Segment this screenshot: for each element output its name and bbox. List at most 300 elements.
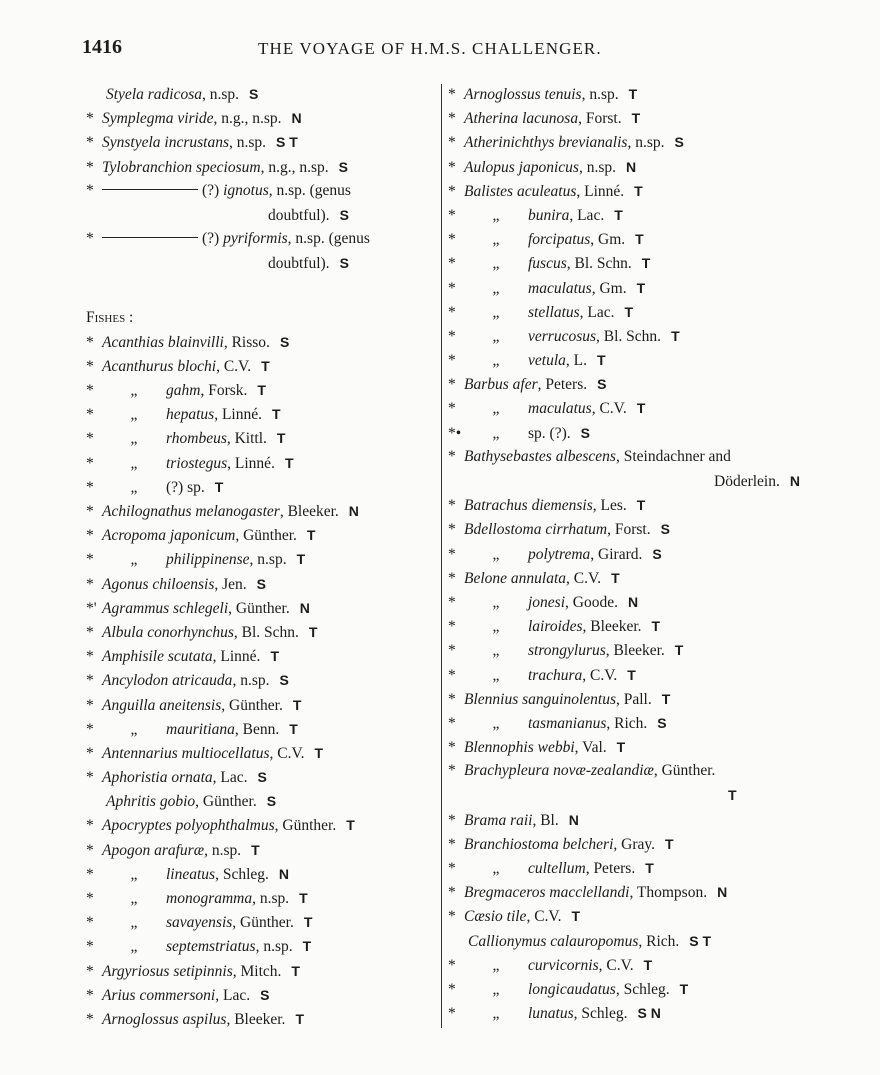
new-record-marker: * bbox=[86, 672, 94, 690]
species-authority: , L. bbox=[565, 352, 587, 370]
species-authority: doubtful). bbox=[268, 255, 330, 273]
locality-code: T bbox=[643, 956, 653, 973]
locality-code: S bbox=[260, 986, 270, 1003]
species-name: Bathysebastes albescens bbox=[464, 447, 616, 465]
species-name: maculatus bbox=[528, 279, 592, 297]
locality-code: S bbox=[279, 333, 290, 350]
species-authority: , Bleeker. bbox=[605, 642, 665, 660]
list-item bbox=[86, 934, 436, 958]
species-authority: Döderlein. bbox=[714, 473, 780, 490]
locality-code: T bbox=[303, 914, 313, 931]
new-record-marker: * bbox=[448, 835, 456, 853]
locality-code: S bbox=[660, 521, 670, 538]
species-name: Brama raii bbox=[464, 811, 533, 829]
species-name: Blennophis webbi bbox=[464, 739, 575, 757]
new-record-marker: * bbox=[86, 962, 94, 980]
species-authority: , Günther. bbox=[232, 914, 294, 932]
ditto-mark: „ bbox=[492, 956, 500, 974]
list-item bbox=[448, 493, 818, 517]
list-item bbox=[86, 644, 436, 668]
species-name: Balistes aculeatus bbox=[464, 182, 577, 200]
locality-code: T bbox=[728, 787, 737, 804]
list-item bbox=[448, 227, 818, 251]
species-name: Arnoglossus tenuis bbox=[464, 86, 582, 103]
species-name: jonesi bbox=[528, 593, 566, 611]
new-record-marker: * bbox=[86, 382, 94, 400]
list-item bbox=[448, 566, 818, 590]
new-record-marker: * bbox=[448, 352, 456, 370]
locality-code: T bbox=[611, 569, 620, 586]
species-name: maculatus bbox=[528, 400, 592, 418]
locality-code: S N bbox=[637, 1005, 661, 1022]
locality-code: T bbox=[665, 835, 674, 852]
species-name: Belone annulata bbox=[464, 569, 567, 587]
species-authority: , Val. bbox=[574, 739, 607, 757]
species-authority: , Linné. bbox=[214, 406, 262, 424]
ditto-mark: „ bbox=[130, 720, 138, 738]
new-record-marker: * bbox=[86, 696, 94, 714]
new-record-marker: * bbox=[448, 497, 456, 515]
locality-code: T bbox=[631, 110, 641, 127]
locality-code: T bbox=[627, 666, 636, 683]
locality-code: T bbox=[295, 1010, 304, 1027]
list-item bbox=[86, 306, 436, 330]
species-authority: , Günther. bbox=[235, 527, 297, 545]
ditto-mark: „ bbox=[492, 714, 500, 732]
species-authority: , C.V. bbox=[598, 956, 634, 974]
species-authority: , Pall. bbox=[615, 690, 652, 708]
list-item bbox=[86, 717, 436, 741]
species-authority: , Schleg. bbox=[573, 1005, 628, 1023]
new-record-marker: * bbox=[86, 841, 94, 859]
species-name: Cæsio tile bbox=[464, 908, 527, 926]
new-record-marker: * bbox=[448, 327, 456, 345]
column-divider bbox=[441, 84, 442, 1028]
right-column bbox=[448, 82, 818, 1025]
new-record-marker: * bbox=[86, 527, 94, 545]
locality-code: S bbox=[256, 575, 267, 592]
list-item bbox=[448, 759, 818, 783]
list-item bbox=[448, 904, 818, 928]
species-authority: , Linné. bbox=[227, 454, 275, 472]
species-name: Acanthurus blochi bbox=[102, 357, 217, 375]
species-authority: , Girard. bbox=[590, 545, 643, 563]
locality-code: T bbox=[635, 231, 644, 248]
species-name: stellatus bbox=[528, 303, 580, 321]
locality-code: T bbox=[596, 352, 606, 369]
list-item bbox=[86, 523, 436, 547]
species-authority: , Lac. bbox=[579, 303, 615, 321]
list-item bbox=[448, 130, 818, 154]
species-name: bunira bbox=[528, 206, 570, 224]
ditto-mark: „ bbox=[492, 666, 500, 684]
new-record-marker: * bbox=[448, 279, 456, 297]
species-name: strongylurus bbox=[528, 642, 606, 660]
species-name: Acanthias blainvilli bbox=[102, 333, 224, 351]
list-item bbox=[86, 426, 436, 450]
list-item bbox=[86, 983, 436, 1007]
species-name: longicaudatus bbox=[528, 980, 616, 998]
species-authority: , Günther. bbox=[221, 696, 283, 714]
list-item bbox=[86, 572, 436, 596]
new-record-marker: * bbox=[448, 762, 456, 780]
species-authority: , C.V. bbox=[591, 400, 627, 418]
species-name: philippinense bbox=[166, 551, 250, 569]
locality-code: T bbox=[628, 86, 638, 102]
new-record-marker: * bbox=[448, 182, 456, 200]
species-authority: , n.sp. bbox=[232, 672, 270, 690]
species-authority: , Bleeker. bbox=[226, 1010, 286, 1028]
list-item bbox=[86, 813, 436, 837]
locality-code: T bbox=[636, 400, 646, 417]
ditto-mark: „ bbox=[492, 255, 500, 273]
new-record-marker: * bbox=[86, 890, 94, 907]
list-item bbox=[86, 130, 436, 154]
species-authority: , Mitch. bbox=[232, 962, 282, 980]
species-name: Batrachus diemensis bbox=[464, 497, 593, 515]
locality-code: T bbox=[314, 744, 324, 761]
species-qualifier: (?) bbox=[202, 230, 224, 248]
genus-dash bbox=[102, 237, 198, 238]
species-authority: , Bl. Schn. bbox=[233, 623, 299, 641]
new-record-marker: * bbox=[448, 956, 456, 974]
locality-code: T bbox=[346, 817, 355, 834]
list-item bbox=[448, 82, 818, 106]
locality-code: T bbox=[306, 527, 316, 544]
species-name: Bregmaceros macclellandi bbox=[464, 884, 630, 902]
new-record-marker: * bbox=[86, 769, 94, 787]
list-item bbox=[448, 880, 818, 904]
list-item bbox=[448, 977, 818, 1001]
species-qualifier: (?) bbox=[202, 181, 224, 199]
list-item bbox=[448, 179, 818, 203]
new-record-marker: * bbox=[86, 865, 94, 883]
list-item bbox=[86, 354, 436, 378]
locality-code: T bbox=[679, 980, 689, 997]
new-record-marker: * bbox=[448, 400, 456, 418]
species-name: Agonus chiloensis bbox=[102, 575, 215, 593]
locality-code: N bbox=[627, 593, 639, 610]
list-item bbox=[86, 499, 436, 523]
species-authority: , C.V. bbox=[582, 666, 618, 684]
new-record-marker: * bbox=[86, 110, 94, 128]
new-record-marker: * bbox=[448, 206, 456, 224]
locality-code: T bbox=[651, 618, 661, 635]
list-item bbox=[448, 929, 818, 953]
locality-code: T bbox=[645, 860, 654, 876]
locality-code: S bbox=[266, 793, 277, 810]
species-authority: , n.g., n.sp. bbox=[213, 110, 282, 128]
list-item bbox=[448, 155, 818, 179]
new-record-marker: * bbox=[448, 860, 456, 877]
list-item bbox=[448, 1001, 818, 1025]
locality-code: S bbox=[657, 714, 667, 731]
ditto-mark: „ bbox=[492, 545, 500, 563]
locality-code: S bbox=[674, 134, 684, 151]
species-name: Agrammus schlegeli bbox=[102, 599, 229, 617]
locality-code: T bbox=[624, 303, 634, 320]
list-item bbox=[86, 82, 436, 106]
ditto-mark: „ bbox=[130, 938, 138, 956]
new-record-marker: * bbox=[86, 914, 94, 932]
species-name: gahm bbox=[166, 382, 201, 400]
list-item bbox=[448, 106, 818, 130]
locality-code: N bbox=[789, 473, 800, 489]
list-item bbox=[448, 832, 818, 856]
new-record-marker: * bbox=[86, 454, 94, 472]
list-item bbox=[448, 663, 818, 687]
species-name: lineatus bbox=[166, 865, 216, 883]
species-name: Styela radicosa bbox=[106, 86, 202, 103]
species-authority: , Lac. bbox=[212, 769, 248, 787]
species-name: fuscus bbox=[528, 255, 567, 273]
locality-code: N bbox=[348, 503, 359, 519]
ditto-mark: „ bbox=[492, 1005, 500, 1023]
species-authority: , n.sp. (genus bbox=[287, 230, 370, 248]
list-item bbox=[448, 251, 818, 275]
ditto-mark: „ bbox=[492, 618, 500, 636]
species-name: triostegus bbox=[166, 454, 228, 472]
new-record-marker: * bbox=[86, 478, 94, 496]
locality-code: T bbox=[270, 648, 279, 665]
species-name: Antennarius multiocellatus bbox=[102, 744, 270, 762]
new-record-marker: * bbox=[86, 623, 94, 641]
list-item bbox=[86, 596, 436, 620]
list-item bbox=[86, 668, 436, 692]
species-authority: , Günther. bbox=[195, 793, 257, 811]
new-record-marker: * bbox=[86, 430, 94, 448]
species-name: Amphisile scutata bbox=[102, 648, 213, 666]
list-item bbox=[86, 693, 436, 717]
species-qualifier: (?) bbox=[166, 478, 188, 496]
list-item bbox=[448, 590, 818, 614]
locality-code: S bbox=[339, 255, 349, 272]
list-item bbox=[448, 324, 818, 348]
species-name: Ancylodon atricauda bbox=[102, 672, 233, 690]
species-authority: , n.sp. bbox=[255, 938, 293, 956]
species-authority: sp. bbox=[187, 478, 205, 496]
list-item bbox=[448, 421, 818, 445]
new-record-marker: * bbox=[448, 642, 456, 660]
list-item bbox=[448, 300, 818, 324]
locality-code: T bbox=[634, 182, 643, 199]
running-title: THE VOYAGE OF H.M.S. CHALLENGER. bbox=[258, 39, 602, 58]
ditto-mark: „ bbox=[492, 231, 500, 249]
ditto-mark: „ bbox=[130, 454, 138, 472]
species-authority: , n.sp. bbox=[249, 551, 287, 569]
page-header bbox=[0, 36, 880, 66]
species-name: Acropoma japonicum bbox=[102, 527, 236, 545]
species-name: Symplegma viride bbox=[102, 110, 214, 128]
ditto-mark: „ bbox=[492, 279, 500, 297]
new-record-marker: * bbox=[448, 110, 456, 128]
new-record-marker: * bbox=[448, 714, 456, 732]
species-authority: , Bl. bbox=[532, 811, 559, 829]
species-authority: doubtful). bbox=[268, 206, 330, 224]
species-authority: , Forsk. bbox=[200, 382, 248, 400]
species-name: Aphoristia ornata bbox=[102, 769, 213, 787]
new-record-marker: * bbox=[86, 333, 94, 351]
species-authority: , n.g., n.sp. bbox=[260, 158, 329, 176]
species-authority: , Lac. bbox=[569, 206, 605, 224]
new-record-marker: * bbox=[86, 551, 94, 569]
species-authority: , Forst. bbox=[607, 521, 651, 539]
new-record-marker: * bbox=[448, 376, 456, 394]
new-record-marker: * bbox=[86, 406, 94, 424]
species-name: Arnoglossus aspilus bbox=[102, 1010, 227, 1028]
list-item bbox=[86, 330, 436, 354]
locality-code: T bbox=[571, 908, 581, 925]
locality-code: T bbox=[291, 962, 300, 979]
list-item bbox=[448, 276, 818, 300]
species-authority: , Günther. bbox=[274, 817, 337, 835]
species-authority: , Bl. Schn. bbox=[566, 255, 632, 273]
list-item bbox=[448, 735, 818, 759]
new-record-marker: * bbox=[448, 447, 456, 465]
species-name: Bdellostoma cirrhatum bbox=[464, 521, 608, 539]
species-authority: , Peters. bbox=[585, 860, 636, 877]
new-record-marker: * bbox=[448, 231, 456, 249]
species-authority: , C.V. bbox=[269, 744, 305, 762]
new-record-marker: * bbox=[448, 593, 456, 611]
list-item bbox=[86, 765, 436, 789]
species-name: vetula bbox=[528, 352, 566, 370]
new-record-marker: * bbox=[448, 569, 456, 587]
list-item bbox=[86, 251, 436, 275]
species-authority: , Gm. bbox=[591, 279, 627, 297]
locality-code: T bbox=[302, 938, 312, 955]
locality-code: N bbox=[278, 865, 290, 882]
species-authority: , n.sp. (genus bbox=[268, 181, 351, 199]
list-item bbox=[86, 106, 436, 130]
locality-code: T bbox=[671, 327, 680, 344]
species-authority: , Linné. bbox=[576, 182, 625, 200]
species-authority: , Günther. bbox=[228, 599, 290, 617]
locality-code: T bbox=[289, 720, 298, 737]
new-record-marker: * bbox=[448, 980, 456, 998]
species-authority: , Peters. bbox=[537, 376, 588, 394]
species-name: rhombeus bbox=[166, 430, 227, 448]
ditto-mark: „ bbox=[130, 865, 138, 883]
species-authority: sp. (?). bbox=[528, 424, 571, 442]
species-authority: , n.sp. bbox=[252, 890, 290, 907]
locality-code: N bbox=[291, 110, 302, 127]
species-name: Synstyela incrustans bbox=[102, 134, 229, 152]
species-name: savayensis bbox=[166, 914, 233, 932]
species-name: Arius commersoni bbox=[102, 986, 216, 1004]
new-record-marker: * bbox=[448, 303, 456, 321]
ditto-mark: „ bbox=[492, 980, 500, 998]
new-record-marker: * bbox=[86, 986, 94, 1004]
species-authority: , Jen. bbox=[214, 575, 247, 593]
new-record-marker: * bbox=[448, 521, 456, 539]
locality-code: S bbox=[279, 672, 289, 689]
list-item bbox=[86, 155, 436, 179]
locality-code: T bbox=[308, 623, 318, 640]
spacer bbox=[86, 276, 436, 306]
species-name: verrucosus bbox=[528, 327, 597, 345]
locality-code: T bbox=[257, 382, 266, 399]
species-authority: , Schleg. bbox=[615, 980, 670, 998]
locality-code: S bbox=[339, 206, 349, 223]
species-name: lairoides bbox=[528, 618, 583, 636]
new-record-marker: * bbox=[448, 158, 456, 176]
locality-code: S bbox=[338, 158, 348, 175]
locality-code: S bbox=[597, 376, 607, 393]
list-item bbox=[86, 838, 436, 862]
locality-code: T bbox=[614, 206, 623, 223]
list-item bbox=[86, 620, 436, 644]
list-item bbox=[86, 910, 436, 934]
list-item bbox=[448, 445, 818, 469]
species-name: Argyriosus setipinnis bbox=[102, 962, 233, 980]
species-name: curvicornis bbox=[528, 956, 599, 974]
list-item bbox=[86, 378, 436, 402]
species-authority: , n.sp. bbox=[581, 86, 619, 103]
species-name: Blennius sanguinolentus bbox=[464, 690, 616, 708]
new-record-marker: * bbox=[86, 648, 94, 666]
species-name: Aulopus japonicus bbox=[464, 158, 579, 176]
species-authority: , n.sp. bbox=[627, 134, 665, 152]
new-record-marker: * bbox=[448, 545, 456, 563]
species-authority: , C.V. bbox=[526, 908, 562, 926]
ditto-mark: „ bbox=[130, 914, 138, 932]
locality-code: T bbox=[636, 497, 646, 514]
species-name: Branchiostoma belcheri bbox=[464, 835, 614, 853]
species-authority: , Lac. bbox=[215, 986, 251, 1004]
locality-code: T bbox=[641, 255, 651, 272]
ditto-mark: „ bbox=[130, 406, 138, 424]
left-column bbox=[86, 82, 436, 1031]
locality-code: S T bbox=[689, 932, 712, 949]
locality-code: T bbox=[616, 739, 626, 756]
locality-code: T bbox=[272, 406, 281, 423]
list-item bbox=[448, 638, 818, 662]
ditto-mark: „ bbox=[130, 478, 138, 496]
list-item bbox=[86, 227, 436, 251]
list-item bbox=[86, 886, 436, 910]
new-record-marker: * bbox=[86, 230, 94, 248]
locality-code: T bbox=[214, 478, 224, 495]
species-name: Callionymus calauropomus bbox=[468, 932, 639, 950]
species-name: Anguilla aneitensis bbox=[102, 696, 222, 714]
species-name: ignotus bbox=[223, 181, 269, 199]
species-authority: , Gray. bbox=[613, 835, 655, 853]
new-record-marker: * bbox=[86, 181, 94, 199]
ditto-mark: „ bbox=[130, 430, 138, 448]
species-name: mauritiana bbox=[166, 720, 235, 738]
ditto-mark: „ bbox=[492, 303, 500, 321]
locality-code: T bbox=[674, 642, 684, 659]
locality-code: T bbox=[261, 357, 270, 374]
new-record-marker: * bbox=[448, 255, 456, 273]
new-record-marker: * bbox=[86, 357, 94, 375]
ditto-mark: „ bbox=[130, 382, 138, 400]
species-authority: , Bleeker. bbox=[582, 618, 642, 636]
species-name: hepatus bbox=[166, 406, 215, 424]
species-name: Brachypleura novæ-zealandiæ bbox=[464, 762, 654, 780]
ditto-mark: „ bbox=[492, 400, 500, 418]
species-name: Apocryptes polyophthalmus bbox=[102, 817, 275, 835]
ditto-mark: „ bbox=[492, 860, 500, 877]
locality-code: S T bbox=[276, 134, 298, 151]
new-record-marker: * bbox=[86, 503, 94, 520]
species-name: Apogon arafuræ bbox=[102, 841, 205, 859]
list-item bbox=[448, 372, 818, 396]
species-authority: , Schleg. bbox=[215, 865, 269, 883]
species-name: Tylobranchion speciosum bbox=[102, 158, 261, 176]
list-item bbox=[86, 862, 436, 886]
